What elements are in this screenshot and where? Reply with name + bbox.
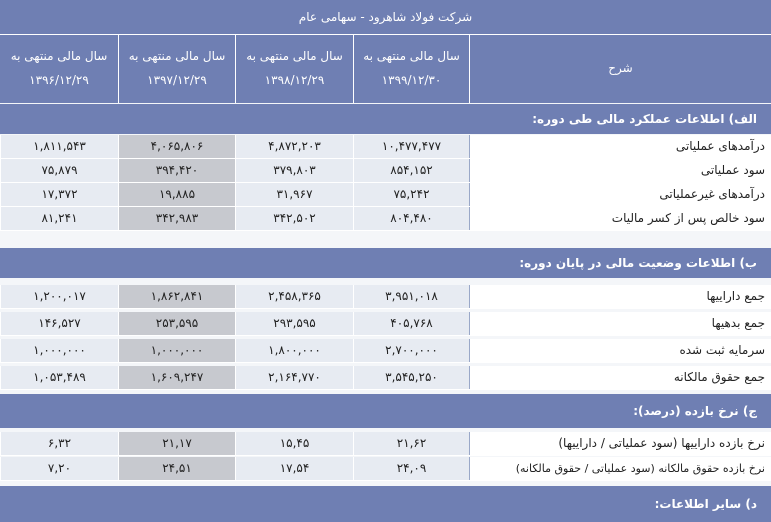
- section-d-title: د) سایر اطلاعات:: [0, 486, 771, 522]
- cell-1398: ۳۷۹,۸۰۳: [235, 159, 353, 182]
- cell-1399: ۷۵,۲۴۲: [353, 183, 469, 206]
- cell-1397: ۳۹۴,۴۲۰: [118, 159, 235, 182]
- header-year-label: سال مالی منتهی به: [363, 49, 460, 63]
- cell-1396: ۱,۰۰۰,۰۰۰: [0, 339, 118, 362]
- header-year-label: سال مالی منتهی به: [128, 49, 226, 63]
- table-row: [0, 207, 771, 231]
- row-desc: جمع حقوق مالکانه: [469, 366, 771, 389]
- row-desc: جمع داراییها: [469, 285, 771, 308]
- cell-1399: ۲,۷۰۰,۰۰۰: [353, 339, 469, 362]
- header-year-1397: [118, 35, 235, 103]
- table-row: [0, 457, 771, 481]
- cell-1396: ۱,۰۵۳,۴۸۹: [0, 366, 118, 389]
- cell-1399: ۳,۹۵۱,۰۱۸: [353, 285, 469, 308]
- cell-1398: ۱,۸۰۰,۰۰۰: [235, 339, 353, 362]
- cell-1396: ۷۵,۸۷۹: [0, 159, 118, 182]
- cell-1398: ۲,۱۶۴,۷۷۰: [235, 366, 353, 389]
- cell-1398: ۳۱,۹۶۷: [235, 183, 353, 206]
- cell-1397: ۴,۰۶۵,۸۰۶: [118, 135, 235, 158]
- cell-1398: ۴,۸۷۲,۲۰۳: [235, 135, 353, 158]
- cell-1396: ۱,۸۱۱,۵۴۳: [0, 135, 118, 158]
- table-row: [0, 159, 771, 183]
- header-year-1399: [353, 35, 469, 103]
- cell-1396: ۷,۲۰: [0, 457, 118, 480]
- cell-1397: ۳۴۲,۹۸۳: [118, 207, 235, 230]
- cell-1399: ۸۵۴,۱۵۲: [353, 159, 469, 182]
- cell-1397: ۱۹,۸۸۵: [118, 183, 235, 206]
- header-year-label: سال مالی منتهی به: [246, 49, 343, 63]
- header-year-date: ۱۳۹۹/۱۲/۳۰: [381, 73, 442, 87]
- row-desc: نرخ بازده حقوق مالکانه (سود عملیاتی / حقوق مالکانه): [469, 457, 771, 480]
- cell-1398: ۳۴۲,۵۰۲: [235, 207, 353, 230]
- cell-1397: ۱,۰۰۰,۰۰۰: [118, 339, 235, 362]
- table-row: [0, 339, 771, 363]
- table-row: [0, 183, 771, 207]
- cell-1397: ۱,۸۶۲,۸۴۱: [118, 285, 235, 308]
- header-year-1398: [235, 35, 353, 103]
- cell-1396: ۱۴۶,۵۲۷: [0, 312, 118, 335]
- header-year-date: ۱۳۹۷/۱۲/۲۹: [147, 73, 207, 87]
- cell-1399: ۴۰۵,۷۶۸: [353, 312, 469, 335]
- cell-1396: ۱,۲۰۰,۰۱۷: [0, 285, 118, 308]
- row-desc: درآمدهای عملیاتی: [469, 135, 771, 158]
- cell-1398: ۲,۴۵۸,۳۶۵: [235, 285, 353, 308]
- row-desc: جمع بدهیها: [469, 312, 771, 335]
- cell-1397: ۲۴,۵۱: [118, 457, 235, 480]
- cell-1397: ۲۵۳,۵۹۵: [118, 312, 235, 335]
- cell-1399: ۸۰۴,۴۸۰: [353, 207, 469, 230]
- cell-1396: ۸۱,۲۴۱: [0, 207, 118, 230]
- section-c-title: ج) نرخ بازده (درصد):: [0, 394, 771, 428]
- row-desc: سرمایه ثبت شده: [469, 339, 771, 362]
- cell-1399: ۲۴,۰۹: [353, 457, 469, 480]
- table-row: [0, 366, 771, 390]
- cell-1399: ۳,۵۴۵,۲۵۰: [353, 366, 469, 389]
- cell-1396: ۱۷,۳۷۲: [0, 183, 118, 206]
- table-row: [0, 135, 771, 159]
- table-header: [0, 35, 771, 103]
- cell-1399: ۲۱,۶۲: [353, 432, 469, 455]
- cell-1397: ۲۱,۱۷: [118, 432, 235, 455]
- header-desc-label: شرح: [608, 61, 633, 75]
- row-desc: سود خالص پس از کسر مالیات: [469, 207, 771, 230]
- cell-1398: ۲۹۳,۵۹۵: [235, 312, 353, 335]
- table-row: [0, 285, 771, 309]
- section-a-title: الف) اطلاعات عملکرد مالی طی دوره:: [0, 104, 771, 134]
- table-row: [0, 312, 771, 336]
- table-title: شرکت فولاد شاهرود - سهامی عام: [0, 0, 771, 35]
- row-desc: سود عملیاتی: [469, 159, 771, 182]
- cell-1397: ۱,۶۰۹,۲۴۷: [118, 366, 235, 389]
- cell-1396: ۶,۳۲: [0, 432, 118, 455]
- cell-1399: ۱۰,۴۷۷,۴۷۷: [353, 135, 469, 158]
- section-b-title: ب) اطلاعات وضعیت مالی در پایان دوره:: [0, 248, 771, 278]
- row-desc: درآمدهای غیرعملیاتی: [469, 183, 771, 206]
- header-year-date: ۱۳۹۶/۱۲/۲۹: [29, 73, 89, 87]
- header-desc: [469, 35, 771, 103]
- header-year-date: ۱۳۹۸/۱۲/۲۹: [264, 73, 325, 87]
- cell-1398: ۱۷,۵۴: [235, 457, 353, 480]
- header-year-label: سال مالی منتهی به: [10, 49, 108, 63]
- table-row: [0, 432, 771, 456]
- row-desc: نرخ بازده داراییها (سود عملیاتی / داراییها): [469, 432, 771, 455]
- cell-1398: ۱۵,۴۵: [235, 432, 353, 455]
- header-year-1396: [0, 35, 118, 103]
